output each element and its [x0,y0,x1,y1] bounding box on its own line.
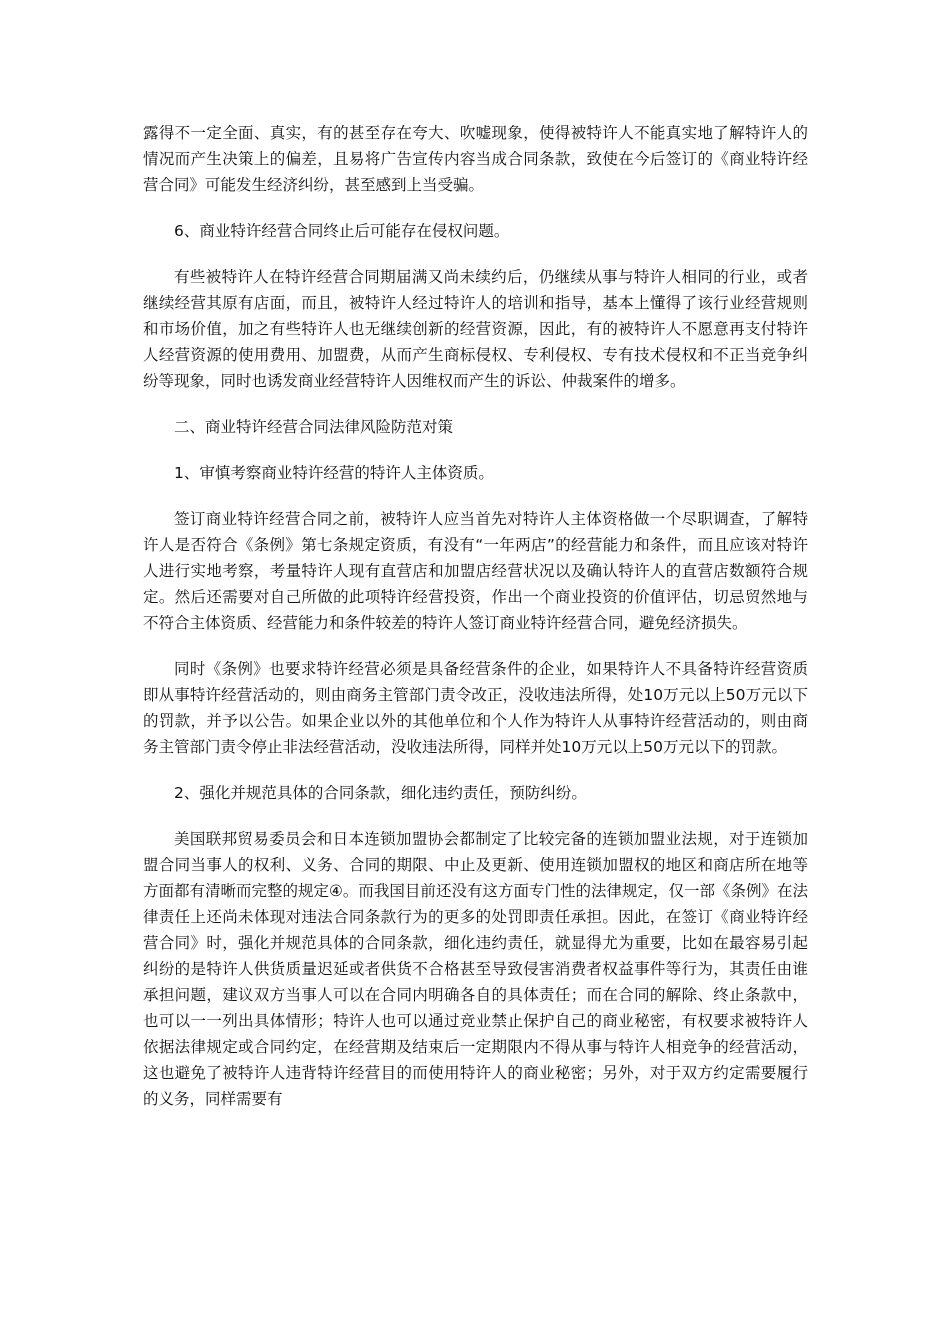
section-heading-2: 2、强化并规范具体的合同条款，细化违约责任，预防纠纷。 [174,784,587,802]
chapter-heading-2: 二、商业特许经营合同法律风险防范对策 [174,418,454,436]
paragraph-body: 美国联邦贸易委员会和日本连锁加盟协会都制定了比较完备的连锁加盟业法规，对于连锁加盟合同当事人的权利、义务、合同的期限、中止及更新、使用连锁加盟权的地区和商店所在地等方面都有清晰而完整的规定④。而我国目前还没有这方面专门性的法律规定，仅一部《条例》在法律责任上还尚未体现对违法合同条款行为的更多的处罚即责任承担。因此，在签订《商业特许经营合同》时，强化并规范具体的合同条款，细化违约责任，就显得尤为重要，比如在最容易引起纠纷的是特许人供货质量迟延或者供货不合格甚至导致侵害消费者权益事件等行为，其责任由谁承担问题，建议双方当事人可以在合同内明确各自的具体责任；而在合同的解除、终止条款中，也可以一一列出具体情形；特许人也可以通过竞业禁止保护自己的商业秘密，有权要求被特许人依据法律规定或合同约定，在经营期及结束后一定期限内不得从事与特许人相竞争的经营活动，这也避免了被特许人违背特许经营目的而使用特许人的商业秘密；另外，对于双方约定需要履行的义务，同样需要有 [143,830,808,1108]
section-heading-6: 6、商业特许经营合同终止后可能存在侵权问题。 [174,222,510,240]
paragraph-body: 签订商业特许经营合同之前，被特许人应当首先对特许人主体资格做一个尽职调查，了解特许人是否符合《条例》第七条规定资质，有没有“一年两店”的经营能力和条件，而且应该对特许人进行实地考察，考量特许人现有直营店和加盟店经营状况以及确认特许人的直营店数额符合规定。然后还需要对自己所做的此项特许经营投资，作出一个商业投资的价值评估，切忌贸然地与不符合主体资质、经营能力和条件较差的特许人签订商业特许经营合同，避免经济损失。 [143,510,808,632]
section-heading-1: 1、审慎考察商业特许经营的特许人主体资质。 [174,464,494,482]
paragraph-body: 有些被特许人在特许经营合同期届满又尚未续约后，仍继续从事与特许人相同的行业，或者继续经营其原有店面，而且，被特许人经过特许人的培训和指导，基本上懂得了该行业经营规则和市场价值，加之有些特许人也无继续创新的经营资源，因此，有的被特许人不愿意再支付特许人经营资源的使用费用、加盟费，从而产生商标侵权、专利侵权、专有技术侵权和不正当竞争纠纷等现象，同时也诱发商业经营特许人因维权而产生的诉讼、仲裁案件的增多。 [143,268,808,390]
document-page [143,120,808,1132]
paragraph-continuation: 露得不一定全面、真实，有的甚至存在夸大、吹嘘现象，使得被特许人不能真实地了解特许人的情况而产生决策上的偏差，且易将广告宣传内容当成合同条款，致使在今后签订的《商业特许经营合同》可能发生经济纠纷，甚至感到上当受骗。 [143,124,808,194]
paragraph-body: 同时《条例》也要求特许经营必须是具备经营条件的企业，如果特许人不具备特许经营资质即从事特许经营活动的，则由商务主管部门责令改正，没收违法所得，处10万元以上50万元以下的罚款，并予以公告。如果企业以外的其他单位和个人作为特许人从事特许经营活动的，则由商务主管部门责令停止非法经营活动，没收违法所得，同样并处10万元以上50万元以下的罚款。 [143,660,808,756]
